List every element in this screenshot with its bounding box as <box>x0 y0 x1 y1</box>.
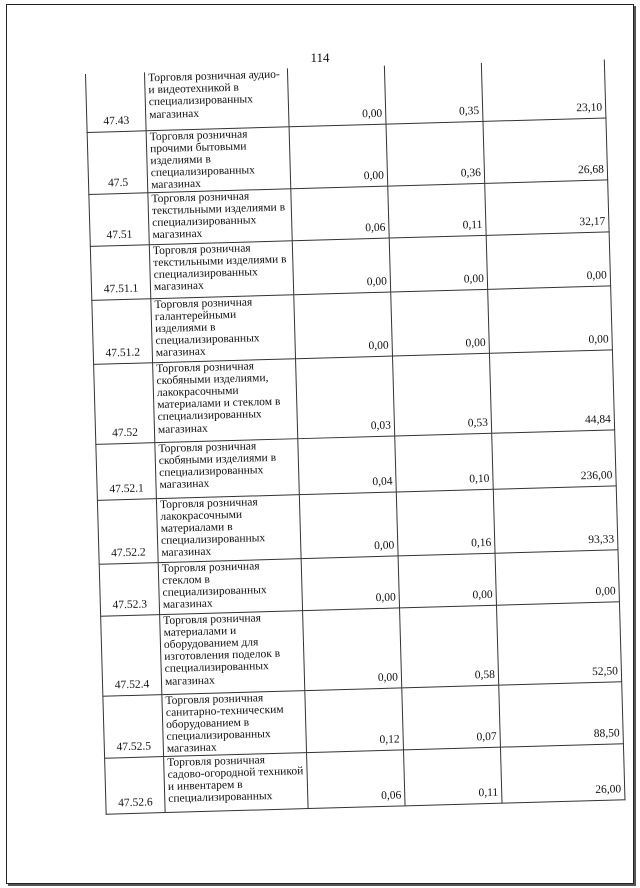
activity-name-cell: Торговля розничная прочими бытовыми изделиями в специализированных магазинах <box>146 126 291 192</box>
code-cell: 47.51.1 <box>90 244 150 300</box>
code-cell: 47.52.5 <box>103 694 164 758</box>
value-cell-2: 0,35 <box>384 63 483 124</box>
value-cell-2: 0,11 <box>388 183 486 238</box>
activity-name-cell: Торговля розничная галантерейными изделиями в специализированных магазинах <box>151 294 296 362</box>
value-cell-2: 0,00 <box>391 289 490 356</box>
value-cell-3: 44,84 <box>489 349 614 432</box>
value-cell-1: 0,00 <box>292 238 390 295</box>
code-cell: 47.52 <box>94 362 155 444</box>
value-cell-3: 26,00 <box>500 743 625 802</box>
code-cell: 47.51 <box>89 192 149 246</box>
table-row <box>101 601 622 695</box>
value-cell-3: 0,00 <box>486 231 610 288</box>
value-cell-3: 88,50 <box>499 681 624 746</box>
activity-name-cell: Торговля розничная садово-огородной техникой и инвентарем в специализированных <box>164 752 309 812</box>
activity-name-cell: Торговля розничная скобяными изделиями в специализированных магазинах <box>155 438 300 498</box>
value-cell-1: 0,00 <box>301 555 399 610</box>
value-cell-2: 0,16 <box>396 489 495 556</box>
value-cell-3: 93,33 <box>493 485 618 552</box>
value-cell-2: 0,36 <box>386 121 485 186</box>
activity-name-cell: Торговля розничная лакокрасочными материалами в специализированных магазинах <box>156 494 301 562</box>
value-cell-1: 0,00 <box>294 292 393 359</box>
value-cell-1: 0,12 <box>305 687 404 752</box>
activity-name-cell: Торговля розничная аудио- и видеотехникой в специализированных магазинах <box>144 68 289 130</box>
value-cell-1: 0,00 <box>299 491 398 558</box>
activity-name-cell: Торговля розничная санитарно-техническим оборудованием в специализированных магазинах <box>162 690 307 756</box>
value-cell-1: 0,00 <box>303 607 402 690</box>
value-cell-2: 0,00 <box>389 235 487 292</box>
code-cell: 47.52.6 <box>105 756 166 814</box>
value-cell-3: 23,10 <box>481 59 606 120</box>
value-cell-1: 0,06 <box>291 186 389 241</box>
value-cell-2: 0,07 <box>402 685 501 750</box>
code-cell: 47.43 <box>85 72 146 132</box>
statistics-table <box>85 59 625 814</box>
value-cell-1: 0,06 <box>307 749 406 808</box>
code-cell: 47.51.2 <box>92 298 153 364</box>
code-cell: 47.52.1 <box>96 442 157 500</box>
table-row <box>94 349 615 443</box>
value-cell-3: 26,68 <box>483 117 608 182</box>
code-cell: 47.52.2 <box>97 498 158 564</box>
value-cell-3: 32,17 <box>485 179 609 234</box>
activity-name-cell: Торговля розничная материалами и оборудованием для изготовления поделок в специализированных магазинах <box>160 610 305 694</box>
value-cell-3: 0,00 <box>488 285 613 352</box>
value-cell-1: 0,04 <box>298 436 397 495</box>
value-cell-3: 0,00 <box>495 549 619 604</box>
value-cell-2: 0,11 <box>403 747 502 806</box>
activity-name-cell: Торговля розничная текстильными изделиями в специализированных магазинах <box>149 240 293 298</box>
activity-name-cell: Торговля розничная стеклом в специализированных магазинах <box>158 558 302 614</box>
value-cell-2: 0,53 <box>392 353 491 436</box>
code-cell: 47.52.3 <box>99 562 159 616</box>
page-number: 114 <box>310 50 330 65</box>
value-cell-2: 0,58 <box>400 605 499 688</box>
value-cell-3: 236,00 <box>492 429 617 488</box>
activity-name-cell: Торговля розничная скобяными изделиями, лакокрасочными материалами и стеклом в специализированных магазинах <box>153 358 298 442</box>
value-cell-1: 0,03 <box>296 356 395 439</box>
value-cell-1: 0,00 <box>289 124 388 189</box>
activity-name-cell: Торговля розничная текстильными изделиями в специализированных магазинах <box>148 188 292 244</box>
value-cell-2: 0,00 <box>398 553 496 608</box>
value-cell-2: 0,10 <box>395 433 494 492</box>
table-body <box>85 59 624 813</box>
code-cell: 47.5 <box>87 130 148 194</box>
value-cell-3: 52,50 <box>496 601 621 684</box>
value-cell-1: 0,00 <box>287 66 386 127</box>
code-cell: 47.52.4 <box>101 614 162 696</box>
